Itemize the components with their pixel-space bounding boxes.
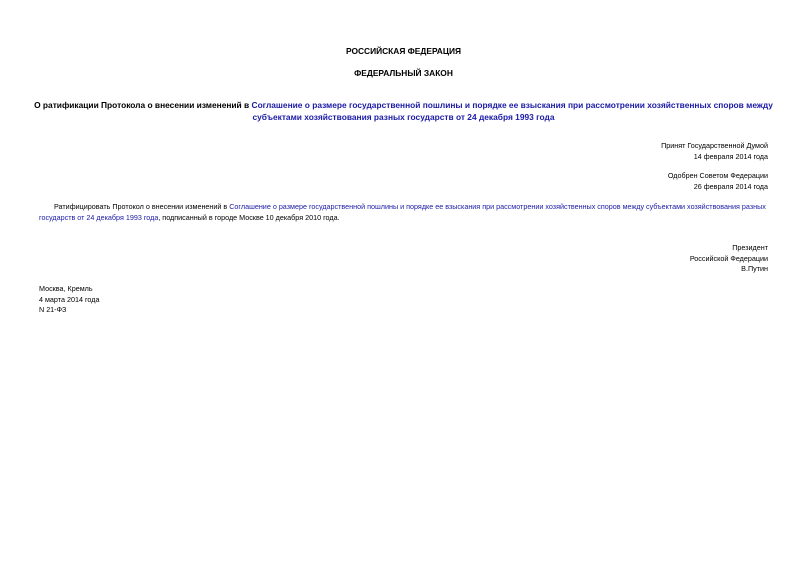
adopted-by-duma [661, 141, 768, 162]
signing-place: Москва, Кремль [39, 284, 93, 293]
law-number: N 21-ФЗ [39, 305, 67, 314]
law-title [30, 99, 777, 123]
adopted-date: 14 февраля 2014 года [693, 151, 768, 161]
approved-date: 26 февраля 2014 года [693, 181, 768, 191]
agreement-link-title[interactable]: Соглашение о размере государственной пошлины и порядке ее взыскания при рассмотрении хозяйственных споров между субъектами хозяйствования разных государств от 24 декабря 1993 года [251, 100, 773, 122]
signatory-country: Российской Федерации [689, 253, 768, 263]
approved-by-council [668, 171, 768, 192]
law-title-prefix: О ратификации Протокола о внесении изменений в [34, 100, 252, 110]
signature-block [690, 243, 768, 275]
adopted-label: Принят Государственной Думой [661, 141, 768, 150]
country-heading: РОССИЙСКАЯ ФЕДЕРАЦИЯ [345, 46, 462, 56]
law-body-paragraph [39, 202, 768, 223]
signatory-title: Президент [732, 243, 768, 252]
approved-label: Одобрен Советом Федерации [667, 171, 768, 180]
body-prefix: Ратифицировать Протокол о внесении изменений в [54, 202, 230, 211]
body-suffix: , подписанный в городе Москве 10 декабря 2010 года. [158, 212, 340, 222]
law-type-heading: ФЕДЕРАЛЬНЫЙ ЗАКОН [354, 68, 453, 78]
place-date-number [39, 284, 99, 316]
agreement-link-body[interactable]: Соглашение о размере государственной пошлины и порядке ее взыскания при рассмотрении хозяйственных споров между субъектами хозяйствования разных государств от 24 декабря 1993 года [39, 202, 766, 222]
signatory-name: В.Путин [741, 264, 768, 273]
signing-date: 4 марта 2014 года [39, 294, 100, 304]
